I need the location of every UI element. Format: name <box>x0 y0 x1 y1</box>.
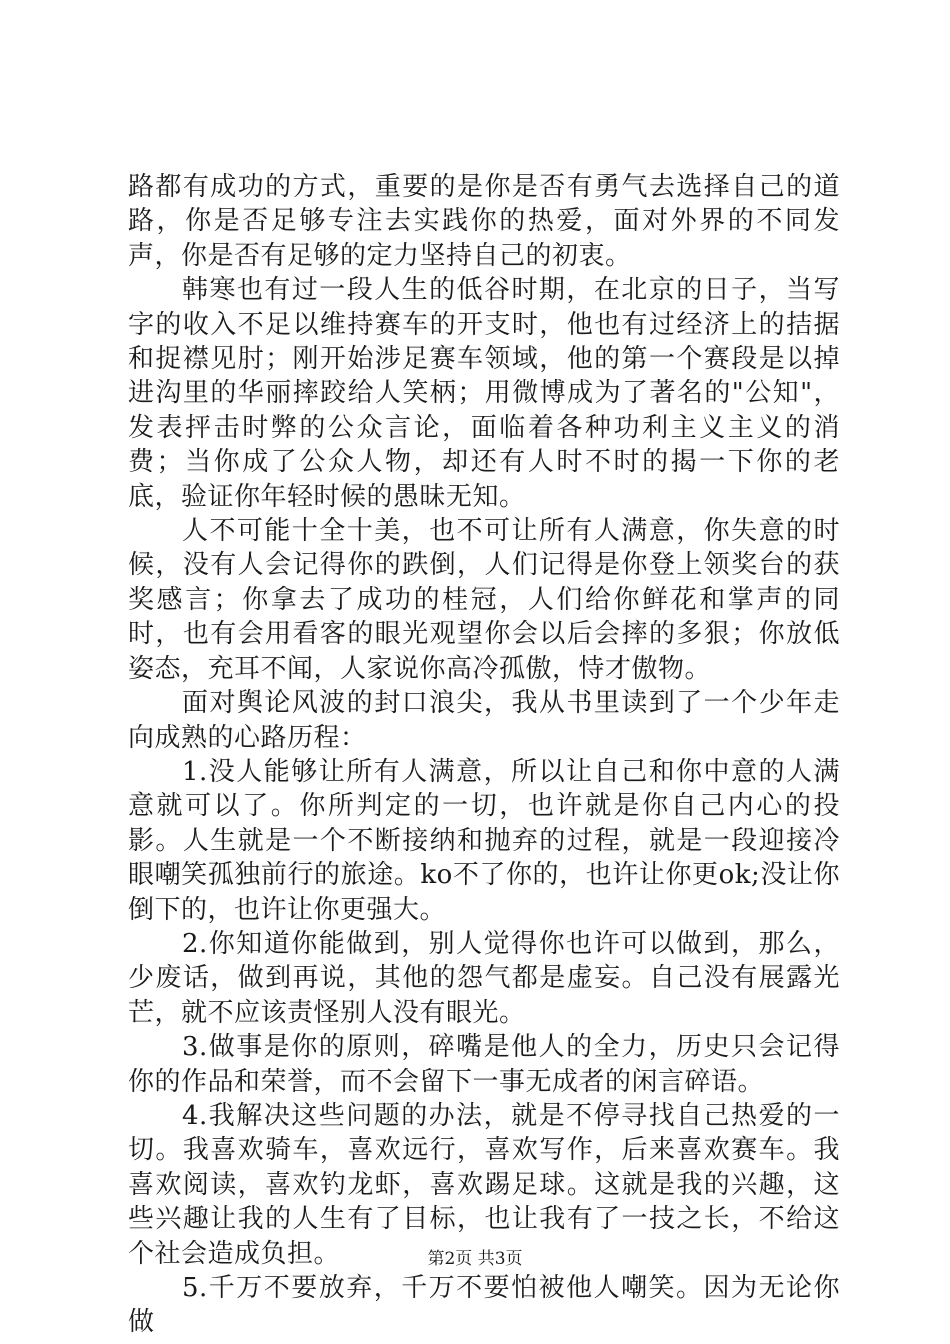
list-item-1: 1.没人能够让所有人满意，所以让自己和你中意的人满意就可以了。你所判定的一切，也许就是你自己内心的投影。人生就是一个不断接纳和抛弃的过程，就是一段迎接冷眼嘲笑孤独前行的旅途。ko不了你的，也许让你更ok;没让你倒下的，也许让你更强大。 <box>128 756 840 925</box>
paragraph-3: 人不可能十全十美，也不可让所有人满意，你失意的时候，没有人会记得你的跌倒，人们记得是你登上领奖台的获奖感言；你拿去了成功的桂冠，人们给你鲜花和掌声的同时，也有会用看客的眼光观望你会以后会摔的多狠；你放低姿态，充耳不闻，人家说你高冷孤傲，恃才傲物。 <box>128 516 840 684</box>
paragraph-4: 面对舆论风波的封口浪尖，我从书里读到了一个少年走向成熟的心路历程： <box>128 688 840 753</box>
paragraph-2: 韩寒也有过一段人生的低谷时期，在北京的日子，当写字的收入不足以维持赛车的开支时，他也有过经济上的拮据和捉襟见肘；刚开始涉足赛车领域，他的第一个赛段是以掉进沟里的华丽摔跤给人笑柄；用微博成为了著名的"公知"，发表抨击时弊的公众言论，面临着各种功利主义主义的消费；当你成了公众人物，却还有人时不时的揭一下你的老底，验证你年轻时候的愚昧无知。 <box>128 275 840 512</box>
list-item-4: 4.我解决这些问题的办法，就是不停寻找自己热爱的一切。我喜欢骑车，喜欢远行，喜欢写作，后来喜欢赛车。我喜欢阅读，喜欢钓龙虾，喜欢踢足球。这就是我的兴趣，这些兴趣让我的人生有了目标，也让我有了一技之长，不给这个社会造成负担。 <box>128 1100 840 1269</box>
list-item-3: 3.做事是你的原则，碎嘴是他人的全力，历史只会记得你的作品和荣誉，而不会留下一事无成者的闲言碎语。 <box>128 1032 840 1097</box>
document-body <box>128 170 840 1340</box>
paragraph-1: 路都有成功的方式，重要的是你是否有勇气去选择自己的道路，你是否足够专注去实践你的热爱，面对外界的不同发声，你是否有足够的定力坚持自己的初衷。 <box>128 172 840 271</box>
list-item-2: 2.你知道你能做到，别人觉得你也许可以做到，那么，少废话，做到再说，其他的怨气都是虚妄。自己没有展露光芒，就不应该责怪别人没有眼光。 <box>128 928 840 1028</box>
page-number-footer: 第2页 共3页 <box>427 1249 523 1269</box>
list-item-5: 5.千万不要放弃，千万不要怕被他人嘲笑。因为无论你做 <box>128 1273 840 1338</box>
